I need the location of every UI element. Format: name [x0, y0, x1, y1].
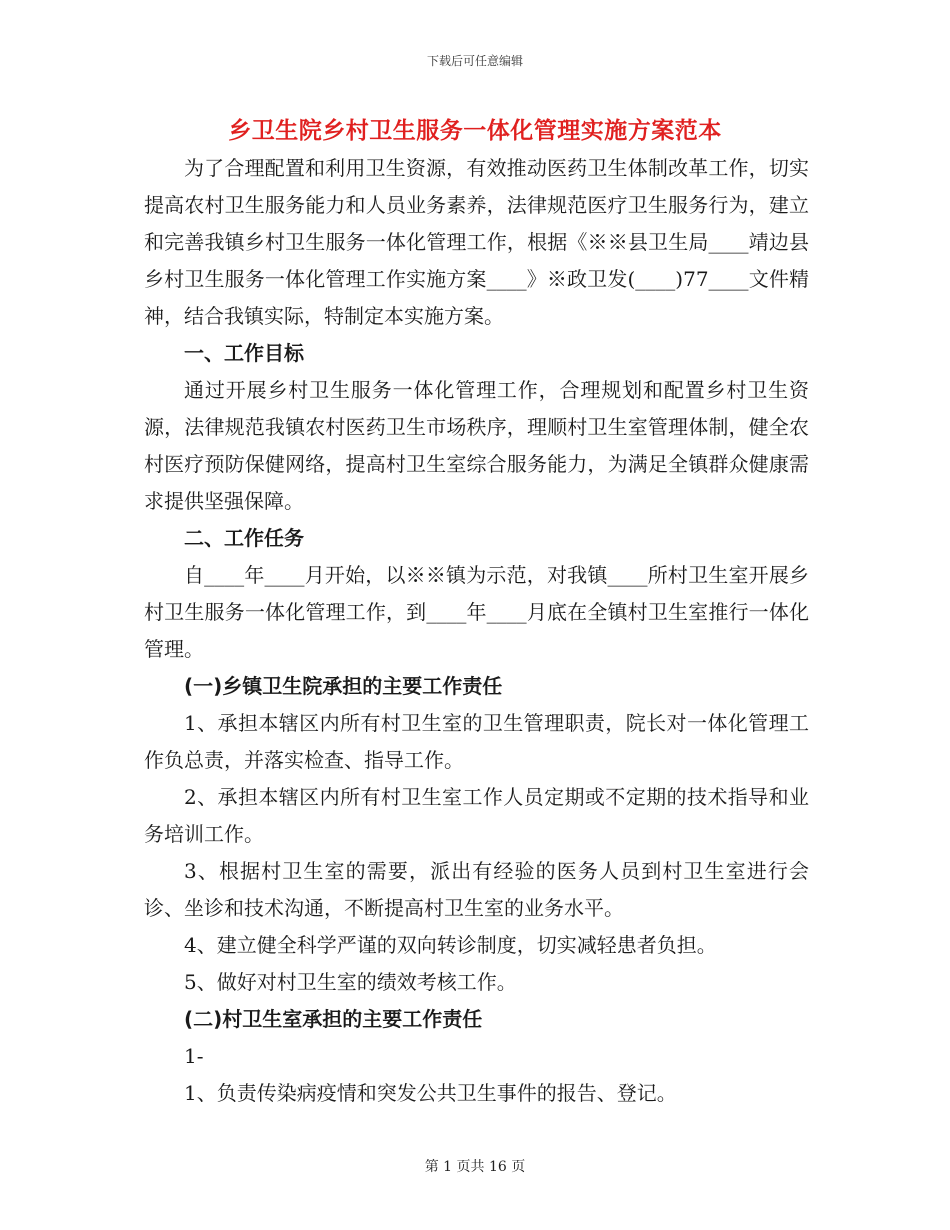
- subheading-village-clinic: (二)村卫生室承担的主要工作责任: [184, 1007, 483, 1031]
- task-paragraph: 自____年____月开始，以※※镇为示范，对我镇____所村卫生室开展乡村卫生服务一体化管理工作，到____年____月底在全镇村卫生室推行一体化管理。: [144, 563, 809, 661]
- page-footer: 第 1 页共 16 页: [424, 1159, 526, 1175]
- stray-text: 1-: [184, 1044, 204, 1068]
- document-title: 乡卫生院乡村卫生服务一体化管理实施方案范本: [228, 117, 722, 144]
- header-note: 下载后可任意编辑: [426, 54, 523, 68]
- list-item: 2、承担本辖区内所有村卫生室工作人员定期或不定期的技术指导和业务培训工作。: [144, 785, 809, 846]
- list-item: 5、做好对村卫生室的绩效考核工作。: [184, 970, 517, 994]
- intro-paragraph: 为了合理配置和利用卫生资源，有效推动医药卫生体制改革工作，切实提高农村卫生服务能力和人员业务素养，法律规范医疗卫生服务行为，建立和完善我镇乡村卫生服务一体化管理工作，根据《※※县卫生局____靖边县乡村卫生服务一体化管理工作实施方案____》※政卫发(____)77____文件精神，结合我镇实际，特制定本实施方案。: [144, 156, 809, 328]
- list-item: 1、承担本辖区内所有村卫生室的卫生管理职责，院长对一体化管理工作负总责，并落实检查、指导工作。: [144, 711, 809, 772]
- list-item: 4、建立健全科学严谨的双向转诊制度，切实减轻患者负担。: [184, 933, 717, 957]
- list-item: 3、根据村卫生室的需要，派出有经验的医务人员到村卫生室进行会诊、坐诊和技术沟通，不断提高村卫生室的业务水平。: [144, 859, 809, 920]
- subheading-township-hospital: (一)乡镇卫生院承担的主要工作责任: [184, 674, 503, 698]
- section-heading-task: 二、工作任务: [184, 526, 304, 550]
- list-item: 1、负责传染病疫情和突发公共卫生事件的报告、登记。: [184, 1081, 677, 1105]
- document-body: [144, 150, 809, 1112]
- section-heading-goal: 一、工作目标: [184, 341, 304, 365]
- goal-paragraph: 通过开展乡村卫生服务一体化管理工作，合理规划和配置乡村卫生资源，法律规范我镇农村医药卫生市场秩序，理顺村卫生室管理体制，健全农村医疗预防保健网络，提高村卫生室综合服务能力，为满足全镇群众健康需求提供坚强保障。: [144, 378, 809, 513]
